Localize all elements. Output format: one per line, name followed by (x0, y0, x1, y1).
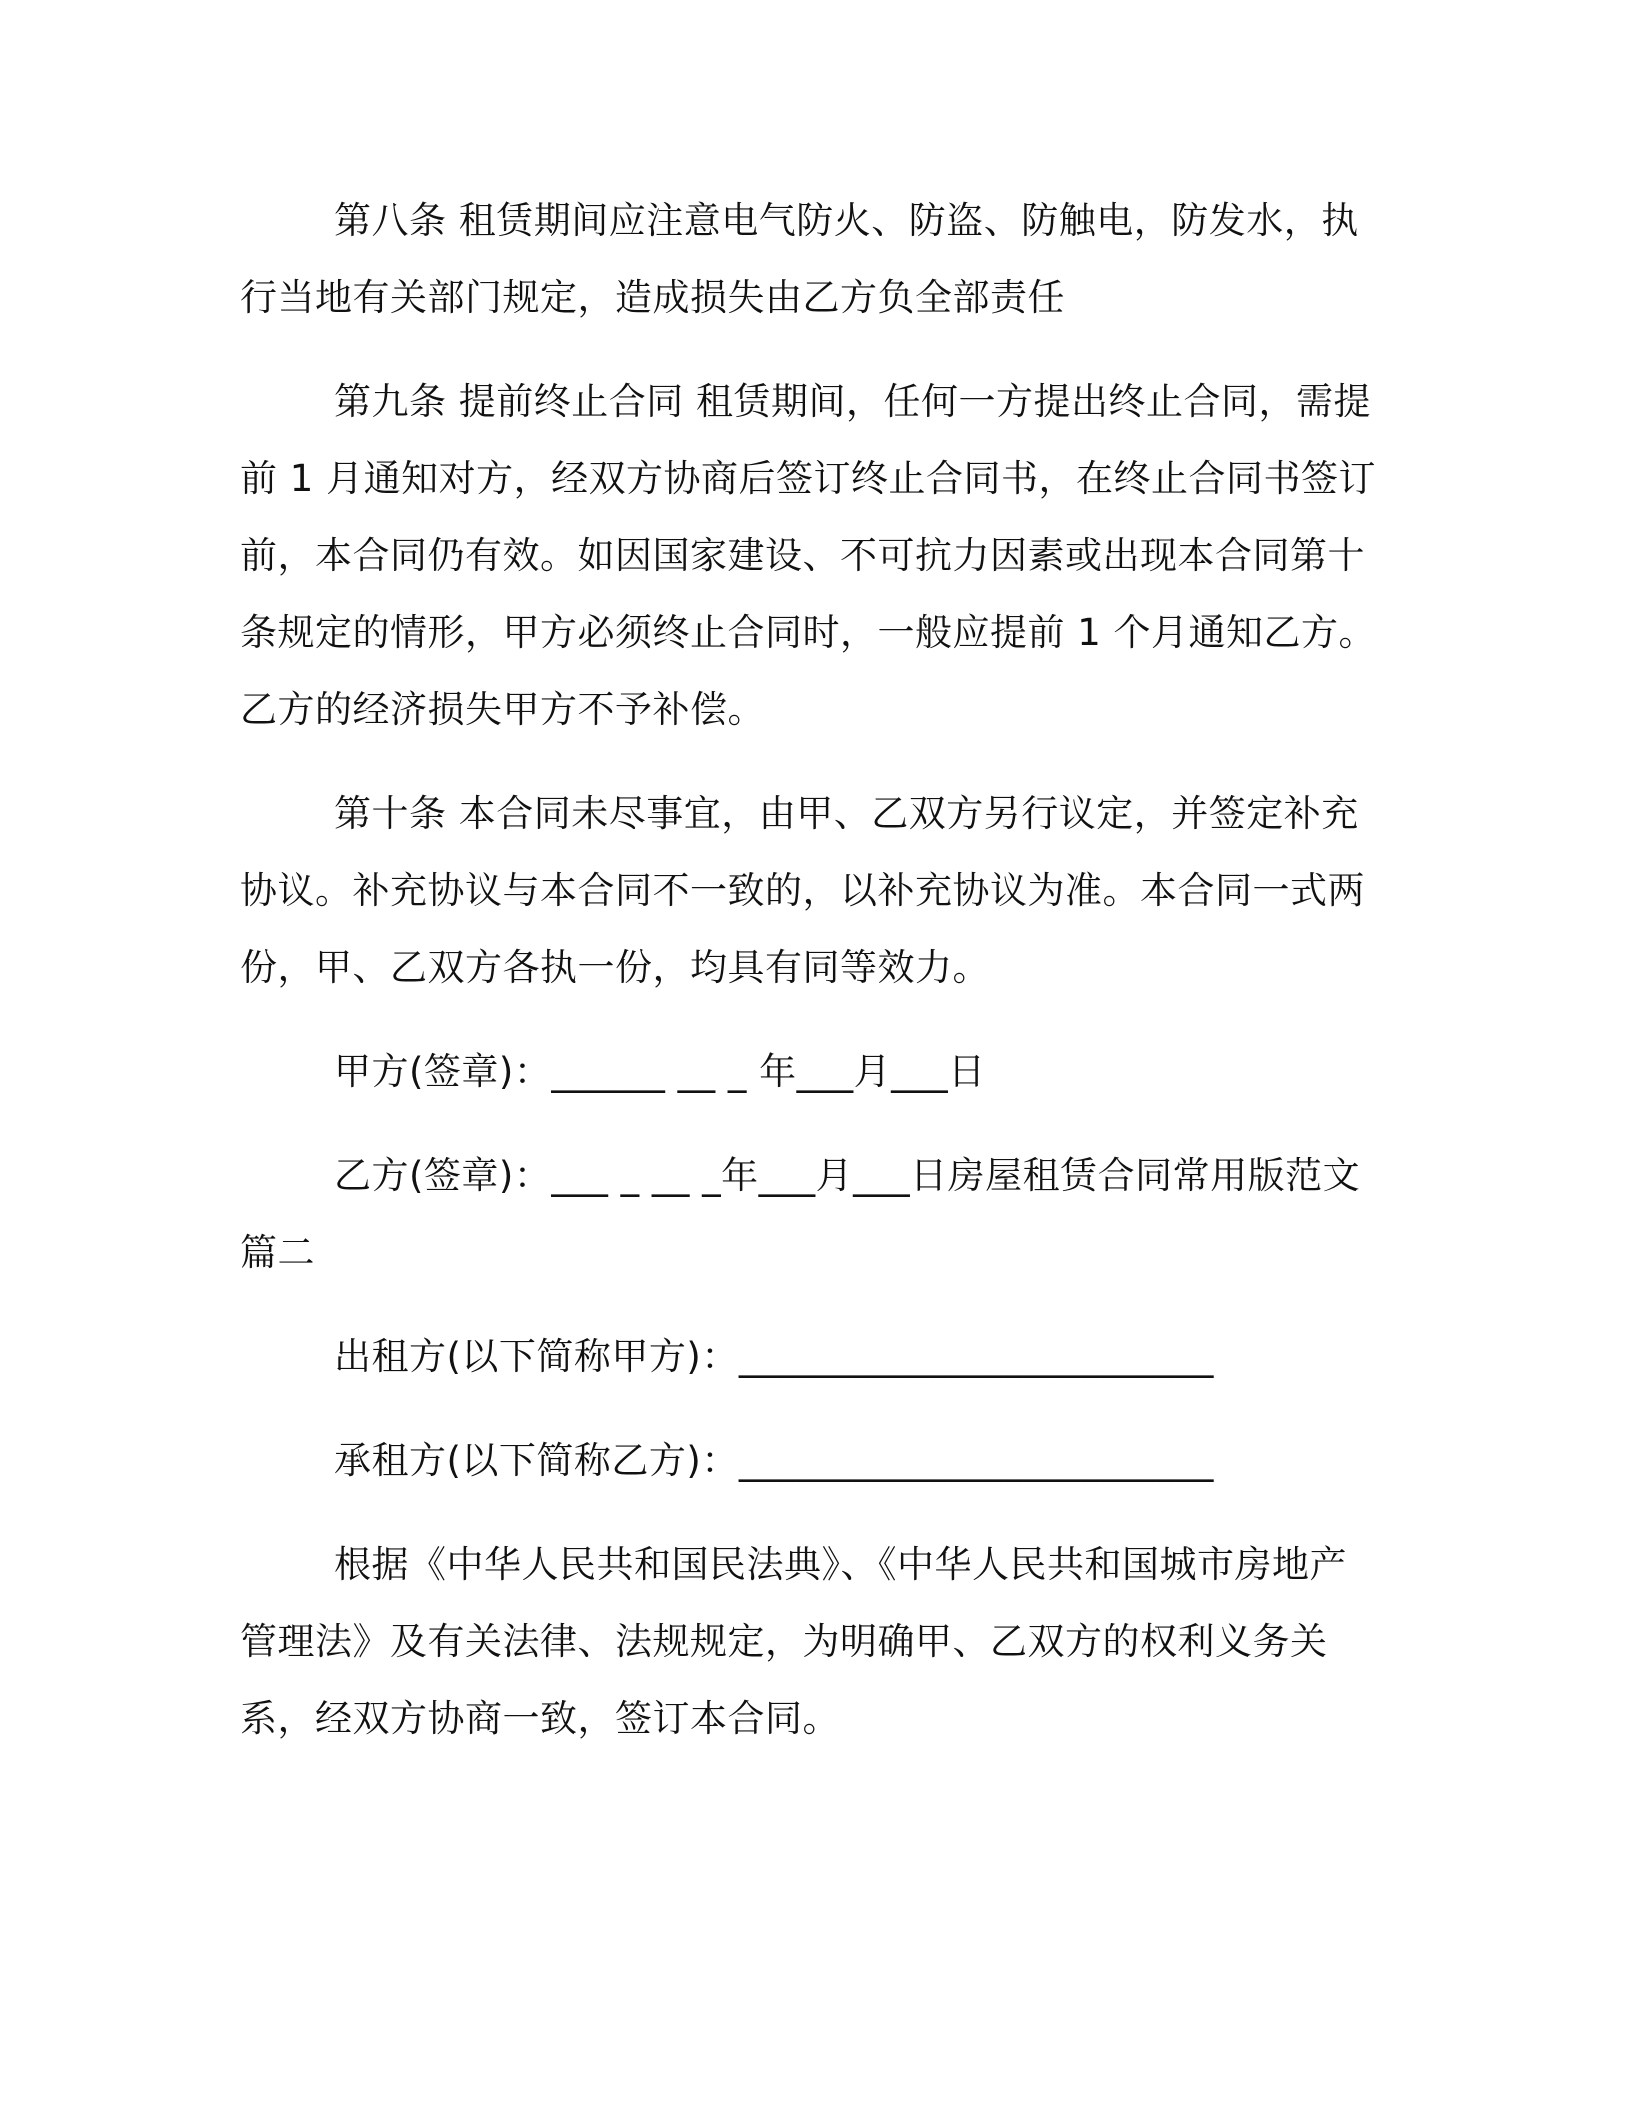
article-10-paragraph: 第十条 本合同未尽事宜，由甲、乙双方另行议定，并签定补充协议。补充协议与本合同不一致的，以补充协议为准。本合同一式两份，甲、乙双方各执一份，均具有同等效力。 (240, 792, 1365, 989)
document-body (240, 182, 1380, 1784)
article-9-paragraph: 第九条 提前终止合同 租赁期间，任何一方提出终止合同，需提前 1 月通知对方，经双方协商后签订终止合同书，在终止合同书签订前，本合同仍有效。如因国家建设、不可抗力因素或出现本合同第十条规定的情形，甲方必须终止合同时，一般应提前 1 个月通知乙方。乙方的经济损失甲方不予补偿。 (240, 380, 1377, 731)
party-b-signature-line: 乙方(签章)：___ _ __ _年___月___日房屋租赁合同常用版范文篇二 (240, 1154, 1361, 1274)
party-a-signature-line: 甲方(签章)：______ __ _ 年___月___日 (334, 1050, 986, 1093)
legal-basis-paragraph: 根据《中华人民共和国民法典》、《中华人民共和国城市房地产管理法》及有关法律、法规规定，为明确甲、乙双方的权利义务关系，经双方协商一致，签订本合同。 (240, 1543, 1347, 1740)
lessee-line: 承租方(以下简称乙方)：_________________________ (334, 1439, 1214, 1482)
lessor-line: 出租方(以下简称甲方)：_________________________ (334, 1335, 1214, 1378)
article-8-paragraph: 第八条 租赁期间应注意电气防火、防盗、防触电，防发水，执行当地有关部门规定，造成损失由乙方负全部责任 (240, 199, 1359, 319)
